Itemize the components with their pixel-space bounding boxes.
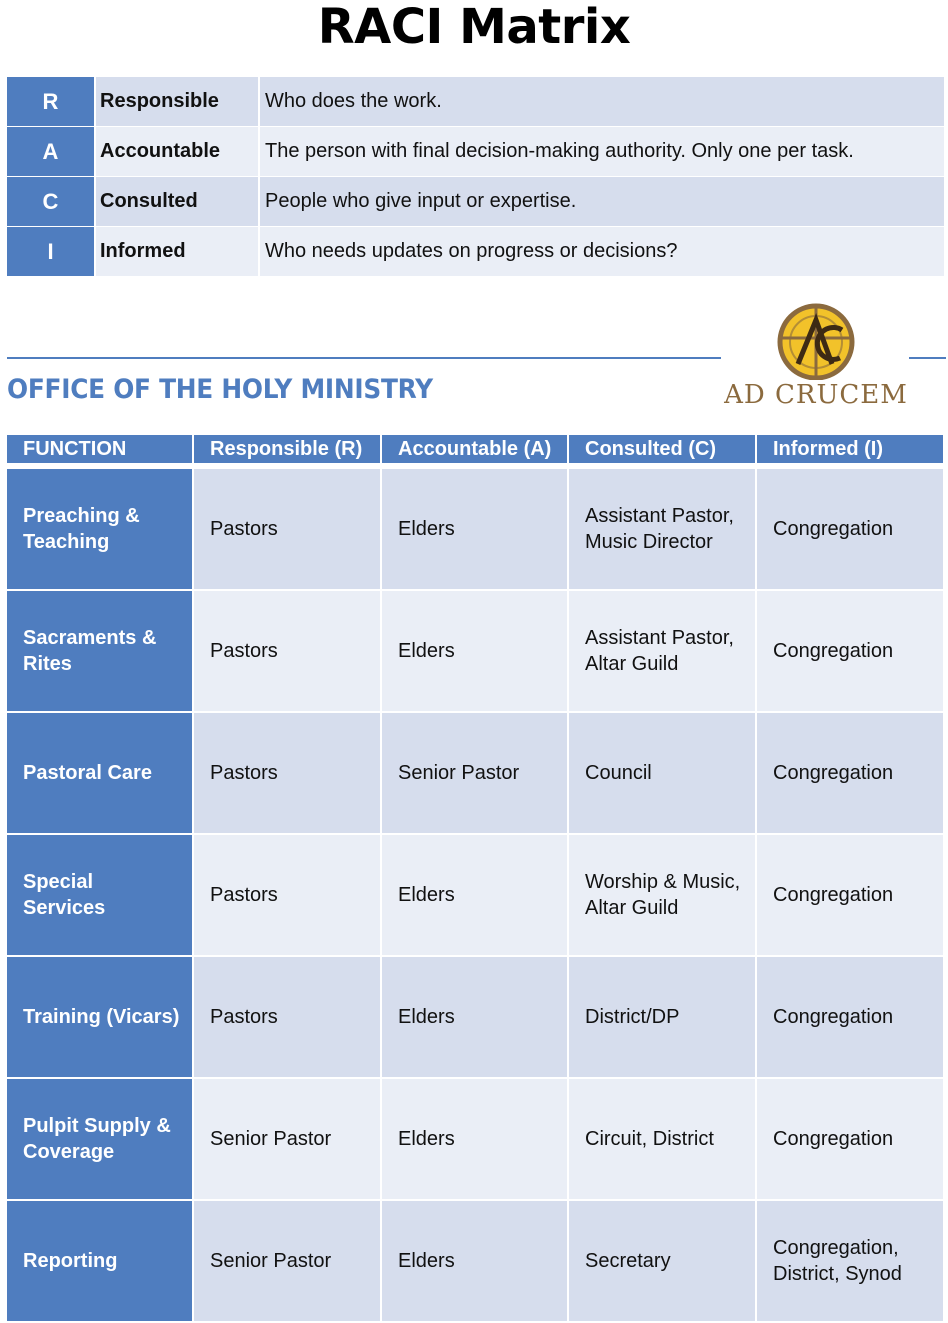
responsible-cell: Senior Pastor xyxy=(194,1201,380,1321)
ad-crucem-logo xyxy=(718,300,914,412)
header-consulted: Consulted (C) xyxy=(569,435,755,463)
consulted-cell: Assistant Pastor, Music Director xyxy=(569,469,755,589)
consulted-cell: Secretary xyxy=(569,1201,755,1321)
function-cell: Preaching & Teaching xyxy=(7,469,192,589)
legend-letter: R xyxy=(7,77,94,126)
informed-cell: Congregation xyxy=(757,957,943,1077)
accountable-cell: Elders xyxy=(382,835,567,955)
accountable-cell: Elders xyxy=(382,957,567,1077)
header-informed: Informed (I) xyxy=(757,435,943,463)
legend-row-r xyxy=(7,77,944,126)
legend-term: Informed xyxy=(96,227,258,276)
legend-definition: People who give input or expertise. xyxy=(260,177,944,226)
informed-cell: Congregation, District, Synod xyxy=(757,1201,943,1321)
header-function: FUNCTION xyxy=(7,435,192,463)
table-row xyxy=(7,713,944,833)
consulted-cell: Council xyxy=(569,713,755,833)
table-row xyxy=(7,469,944,589)
table-header xyxy=(7,435,944,463)
responsible-cell: Pastors xyxy=(194,469,380,589)
page-title: RACI Matrix xyxy=(317,0,631,55)
responsible-cell: Pastors xyxy=(194,835,380,955)
table-row xyxy=(7,1079,944,1199)
table-row xyxy=(7,591,944,711)
accountable-cell: Elders xyxy=(382,591,567,711)
raci-matrix-table xyxy=(7,435,944,1323)
responsible-cell: Pastors xyxy=(194,591,380,711)
informed-cell: Congregation xyxy=(757,713,943,833)
informed-cell: Congregation xyxy=(757,591,943,711)
legend-definition: The person with final decision-making authority. Only one per task. xyxy=(260,127,944,176)
function-cell: Pulpit Supply & Coverage xyxy=(7,1079,192,1199)
function-cell: Pastoral Care xyxy=(7,713,192,833)
legend-definition: Who does the work. xyxy=(260,77,944,126)
legend-row-i xyxy=(7,227,944,276)
legend-letter: C xyxy=(7,177,94,226)
table-row xyxy=(7,835,944,955)
header-responsible: Responsible (R) xyxy=(194,435,380,463)
section-divider-right xyxy=(909,357,946,359)
ad-crucem-logo-icon xyxy=(718,300,914,380)
function-cell: Special Services xyxy=(7,835,192,955)
legend-row-c xyxy=(7,177,944,226)
legend-definition: Who needs updates on progress or decisions? xyxy=(260,227,944,276)
responsible-cell: Pastors xyxy=(194,713,380,833)
responsible-cell: Senior Pastor xyxy=(194,1079,380,1199)
informed-cell: Congregation xyxy=(757,1079,943,1199)
section-title: OFFICE OF THE HOLY MINISTRY xyxy=(7,374,433,405)
consulted-cell: Assistant Pastor, Altar Guild xyxy=(569,591,755,711)
accountable-cell: Elders xyxy=(382,469,567,589)
accountable-cell: Senior Pastor xyxy=(382,713,567,833)
informed-cell: Congregation xyxy=(757,835,943,955)
header-accountable: Accountable (A) xyxy=(382,435,567,463)
informed-cell: Congregation xyxy=(757,469,943,589)
legend-row-a xyxy=(7,127,944,176)
responsible-cell: Pastors xyxy=(194,957,380,1077)
consulted-cell: Worship & Music, Altar Guild xyxy=(569,835,755,955)
section-divider-left xyxy=(7,357,721,359)
table-row xyxy=(7,957,944,1077)
function-cell: Sacraments & Rites xyxy=(7,591,192,711)
legend-letter: A xyxy=(7,127,94,176)
accountable-cell: Elders xyxy=(382,1079,567,1199)
table-row xyxy=(7,1201,944,1321)
legend-term: Consulted xyxy=(96,177,258,226)
accountable-cell: Elders xyxy=(382,1201,567,1321)
logo-text: AD CRUCEM xyxy=(724,380,908,410)
legend-term: Responsible xyxy=(96,77,258,126)
consulted-cell: District/DP xyxy=(569,957,755,1077)
function-cell: Training (Vicars) xyxy=(7,957,192,1077)
legend-term: Accountable xyxy=(96,127,258,176)
consulted-cell: Circuit, District xyxy=(569,1079,755,1199)
legend-letter: I xyxy=(7,227,94,276)
raci-legend xyxy=(7,77,944,276)
function-cell: Reporting xyxy=(7,1201,192,1321)
